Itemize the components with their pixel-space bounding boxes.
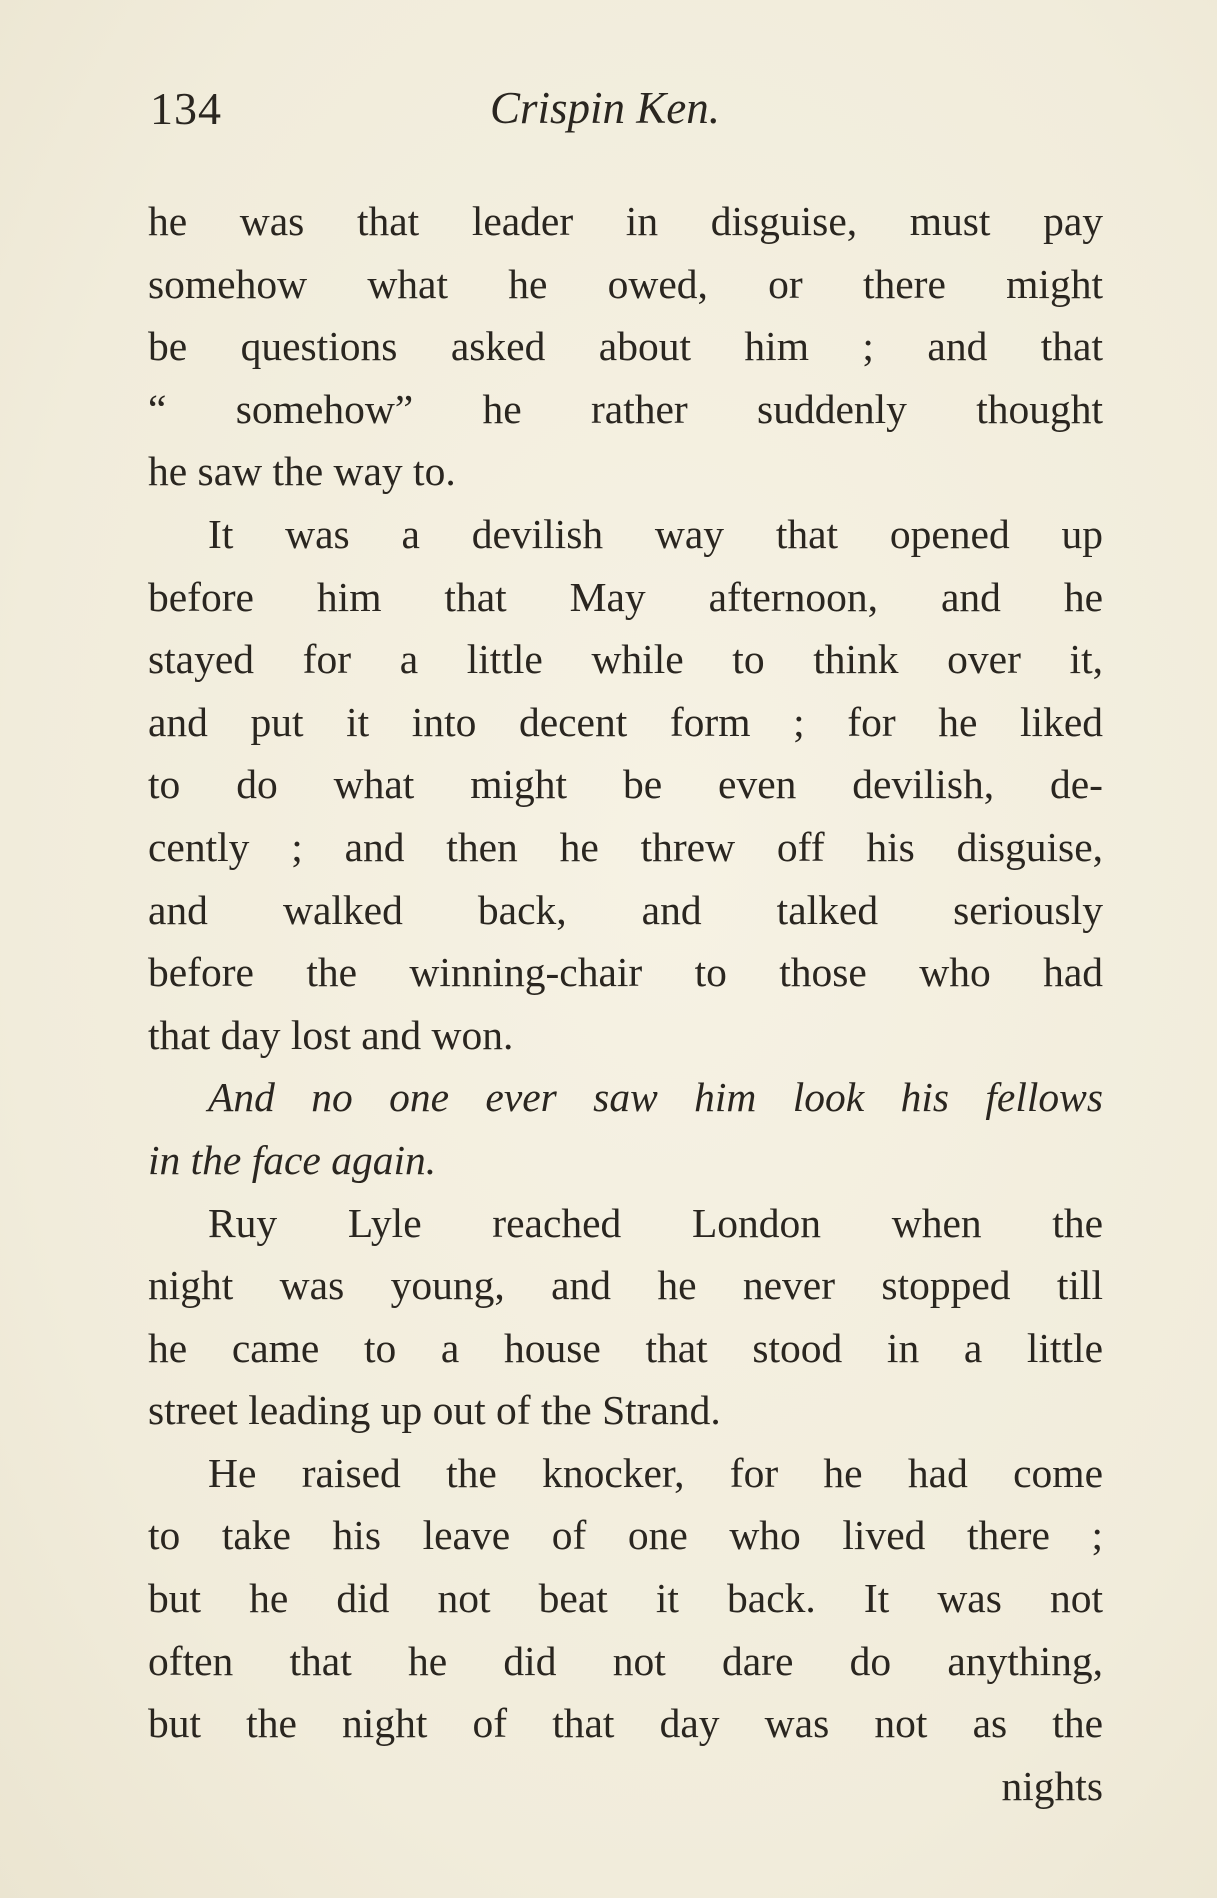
body-text	[148, 190, 1103, 1817]
text-line: but he did not beat it back. It was not	[148, 1575, 1103, 1622]
text-line: stayed for a little while to think over it,	[148, 636, 1103, 683]
text-line: he was that leader in disguise, must pay	[148, 198, 1103, 244]
paragraph-start-line: Ruy Lyle reached London when the	[208, 1199, 1103, 1246]
italic-paragraph-line: And no one ever saw him look his fellows	[208, 1074, 1103, 1121]
page-number: 134	[150, 83, 222, 134]
text-line: and put it into decent form ; for he liked	[148, 698, 1103, 745]
text-line: he came to a house that stood in a little	[148, 1324, 1103, 1371]
text-line: to take his leave of one who lived there ;	[148, 1512, 1103, 1559]
page-header	[150, 82, 1105, 152]
text-line: “ somehow” he rather suddenly thought	[148, 385, 1103, 432]
text-line: to do what might be even devilish, de-	[148, 761, 1103, 808]
text-line: night was young, and he never stopped till	[148, 1262, 1103, 1309]
text-line: be questions asked about him ; and that	[148, 323, 1103, 370]
text-line: but the night of that day was not as the	[148, 1700, 1103, 1747]
text-line: he saw the way to.	[148, 448, 456, 495]
text-line: and walked back, and talked seriously	[148, 886, 1103, 933]
text-line: cently ; and then he threw off his disguise,	[148, 823, 1103, 870]
text-line: that day lost and won.	[148, 1011, 514, 1058]
text-line: before the winning-chair to those who had	[148, 949, 1103, 996]
catchword: nights	[1001, 1762, 1103, 1809]
paragraph-start-line: It was a devilish way that opened up	[208, 510, 1103, 557]
paragraph-start-line: He raised the knocker, for he had come	[208, 1449, 1103, 1496]
text-line: often that he did not dare do anything,	[148, 1637, 1103, 1684]
text-line: before him that May afternoon, and he	[148, 573, 1103, 620]
italic-paragraph-line: in the face again.	[148, 1136, 437, 1183]
text-line: somehow what he owed, or there might	[148, 260, 1103, 307]
running-title: Crispin Ken.	[490, 83, 721, 133]
text-line: street leading up out of the Strand.	[148, 1387, 721, 1434]
